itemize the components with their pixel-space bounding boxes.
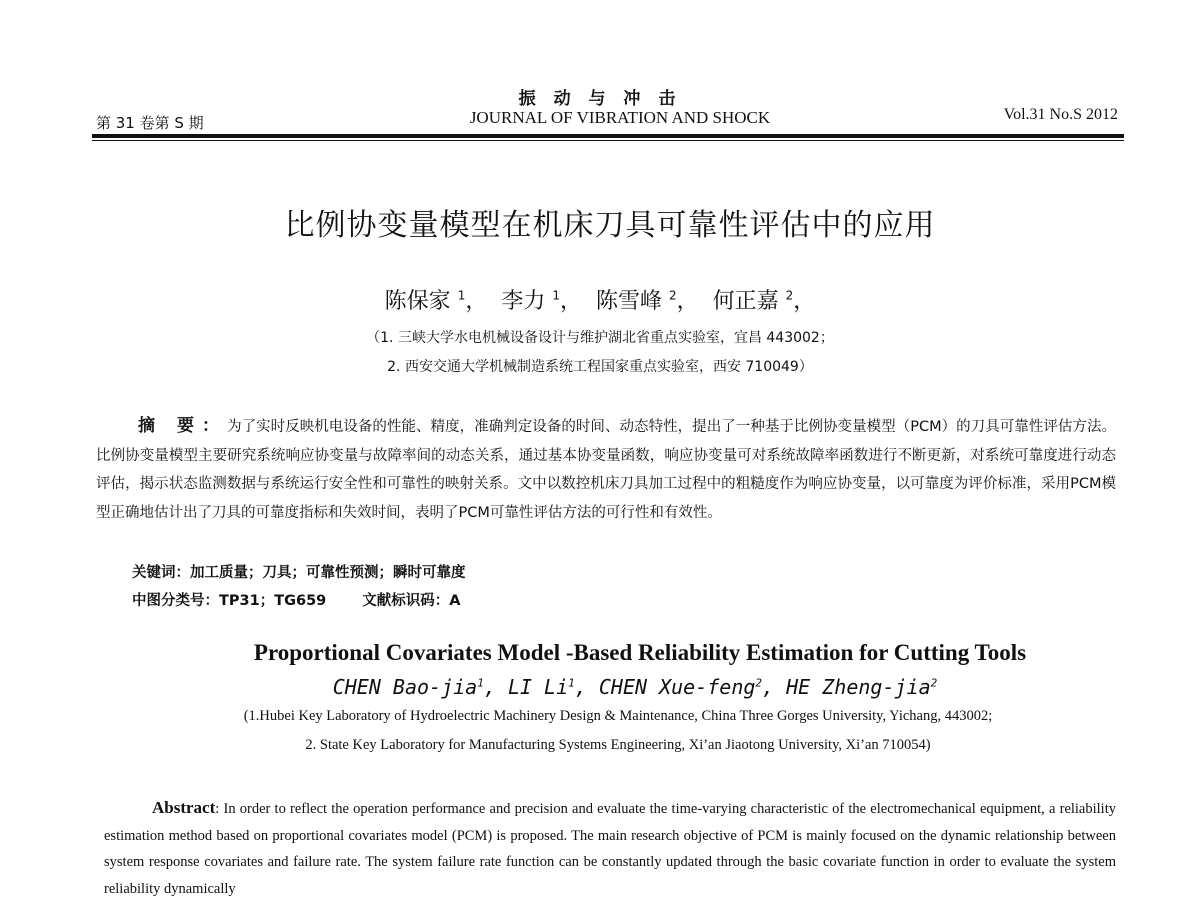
header-rule-thick (92, 134, 1124, 138)
affiliation-en-2: 2. State Key Laboratory for Manufacturing Systems Engineering, Xi’an Jiaotong University, Xi’an 710054) (305, 737, 931, 753)
author-cn-sup: 2 (785, 288, 794, 303)
abstract-en-label: Abstract (152, 798, 216, 817)
author-cn: 陈雪峰 (595, 289, 662, 314)
author-en: LI Li (507, 675, 569, 699)
journal-title-cn: 振 动 与 冲 击 (518, 89, 682, 109)
abstract-cn-label: 摘 要： (138, 416, 228, 436)
abstract-cn-text: 为了实时反映机电设备的性能、精度，准确判定设备的时间、动态特性，提出了一种基于比例协变量模型（PCM）的刀具可靠性评估方法。比例协变量模型主要研究系统响应协变量与故障率间的动态关系，通过基本协变量函数，响应协变量可对系统故障率函数进行不断更新，对系统可靠度进行动态评估，揭示状态监测数据与系统运行安全性和可靠性的映射关系。文中以数控机床刀具加工过程中的粗糙度作为响应协变量，以可靠度为评价标准，采用PCM模型正确地估计出了刀具的可靠度指标和失效时间，表明了PCM可靠性评估方法的可行性和有效性。 (96, 419, 1116, 521)
author-en-sup: 2 (755, 676, 763, 690)
author-en-sup: 1 (477, 676, 484, 690)
keywords-cn: 关键词：加工质量；刀具；可靠性预测；瞬时可靠度 (132, 565, 466, 581)
author-en: HE Zheng-jia (786, 675, 931, 699)
author-en: CHEN Bao-jia (332, 675, 478, 699)
author-cn: 何正嘉 (712, 289, 779, 314)
issue-label-cn: 第 31 卷第 S 期 (96, 114, 204, 132)
classification-line (132, 589, 461, 610)
affiliation-en-1: (1.Hubei Key Laboratory of Hydroelectric Machinery Design & Maintenance, China Three Gorges University, Yichang, 443002; (243, 708, 993, 724)
journal-title-en: JOURNAL OF VIBRATION AND SHOCK (469, 108, 771, 127)
author-en-sup: 2 (930, 676, 938, 690)
affiliation-cn-2: 2. 西安交通大学机械制造系统工程国家重点实验室，西安 710049） (387, 359, 813, 375)
authors-en: CHEN Bao-jia$^1$, LI Li$^1$, CHEN Xue-feng$^2$, HE Zheng-jia$^2$ (332, 675, 938, 699)
abstract-cn (96, 412, 1116, 527)
paper-title-cn: 比例协变量模型在机床刀具可靠性评估中的应用 (284, 208, 936, 243)
abstract-en (104, 795, 1116, 902)
author-cn: 陈保家 (384, 289, 451, 314)
authors-cn: 陈保家 $^1$， 李力 $^1$， 陈雪峰 $^2$， 何正嘉 $^2$， (384, 288, 816, 314)
author-en: CHEN Xue-feng (598, 675, 756, 699)
paper-title-en: Proportional Covariates Model -Based Reliability Estimation for Cutting Tools (253, 640, 1027, 665)
header-rule-thin (92, 140, 1124, 141)
author-cn-sup: 1 (552, 288, 560, 303)
author-en-sup: 1 (568, 676, 575, 690)
author-cn: 李力 (501, 289, 546, 314)
author-cn-sup: 1 (457, 288, 466, 303)
affiliation-cn-1: （1. 三峡大学水电机械设备设计与维护湖北省重点实验室，宜昌 443002； (366, 330, 834, 346)
author-cn-sup: 2 (669, 288, 677, 303)
class-number-cn: 中图分类号：TP31；TG659 (132, 593, 327, 609)
doc-code-cn: 文献标识码：A (362, 593, 461, 609)
abstract-en-text: : In order to reflect the operation performance and precision and evaluate the time-varying characteristic of the electromechanical equipment, a reliability estimation method based on proportional covariates model (PCM) is proposed. The main research objective of PCM is mainly focused on the dynamic relationship between system response covariates and failure rate. The system failure rate function can be constantly updated through the basic covariate function in order to evaluate the system reliability dynamically (104, 801, 1116, 897)
volume-label: Vol.31 No.S 2012 (1003, 106, 1118, 123)
